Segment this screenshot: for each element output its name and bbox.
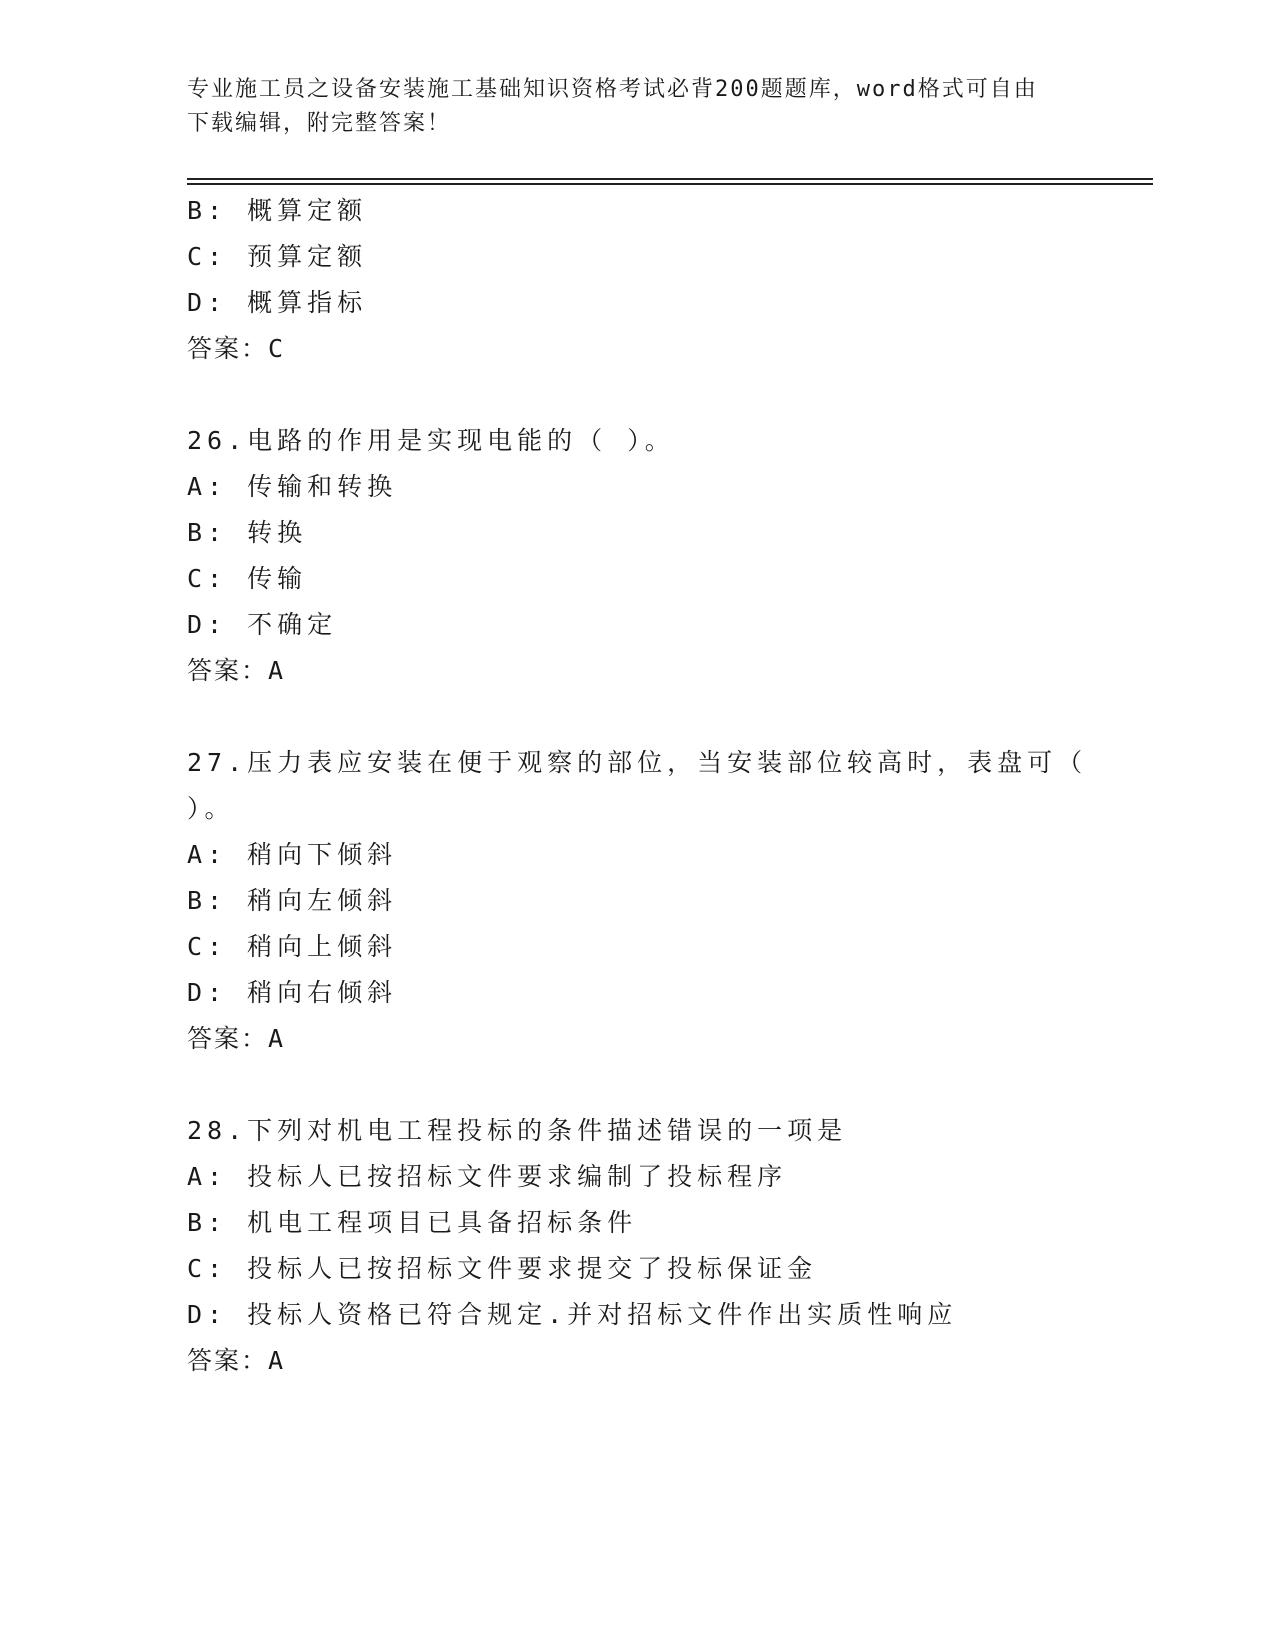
answer-line: 答案：C bbox=[187, 334, 286, 363]
question-stem-line-1: 27.压力表应安装在便于观察的部位，当安装部位较高时，表盘可（ bbox=[187, 748, 1088, 777]
question-27 bbox=[187, 740, 1107, 1062]
header-title-line-1: 专业施工员之设备安装施工基础知识资格考试必背200题题库，word格式可自由 bbox=[187, 77, 1038, 102]
option-d: D: 投标人资格已符合规定.并对招标文件作出实质性响应 bbox=[187, 1300, 958, 1329]
header-divider-bottom bbox=[187, 183, 1153, 185]
option-c: C: 投标人已按招标文件要求提交了投标保证金 bbox=[187, 1254, 818, 1283]
answer-line: 答案：A bbox=[187, 1024, 286, 1053]
option-d: D: 不确定 bbox=[187, 610, 338, 639]
question-stem: 26.电路的作用是实现电能的（ ）。 bbox=[187, 426, 675, 455]
option-a: A: 稍向下倾斜 bbox=[187, 840, 398, 869]
option-b: B: 稍向左倾斜 bbox=[187, 886, 398, 915]
option-d: D: 稍向右倾斜 bbox=[187, 978, 398, 1007]
option-b: B: 机电工程项目已具备招标条件 bbox=[187, 1208, 638, 1237]
answer-line: 答案：A bbox=[187, 1346, 286, 1375]
question-stem-line-2: ）。 bbox=[187, 794, 235, 823]
prev-question bbox=[187, 188, 1107, 372]
option-a: A: 传输和转换 bbox=[187, 472, 398, 501]
question-26 bbox=[187, 418, 1107, 694]
answer-line: 答案：A bbox=[187, 656, 286, 685]
option-b: B: 概算定额 bbox=[187, 196, 368, 225]
option-c: C: 传输 bbox=[187, 564, 308, 593]
document-header bbox=[187, 73, 1067, 141]
question-28 bbox=[187, 1108, 1107, 1384]
question-content bbox=[187, 188, 1107, 1384]
spacer bbox=[187, 694, 1107, 740]
spacer bbox=[187, 372, 1107, 418]
header-divider-top bbox=[187, 178, 1153, 180]
question-stem: 28.下列对机电工程投标的条件描述错误的一项是 bbox=[187, 1116, 848, 1145]
spacer bbox=[187, 1062, 1107, 1108]
option-a: A: 投标人已按招标文件要求编制了投标程序 bbox=[187, 1162, 788, 1191]
option-c: C: 预算定额 bbox=[187, 242, 368, 271]
option-c: C: 稍向上倾斜 bbox=[187, 932, 398, 961]
header-title-line-2: 下载编辑，附完整答案！ bbox=[187, 111, 452, 136]
option-b: B: 转换 bbox=[187, 518, 308, 547]
option-d: D: 概算指标 bbox=[187, 288, 368, 317]
